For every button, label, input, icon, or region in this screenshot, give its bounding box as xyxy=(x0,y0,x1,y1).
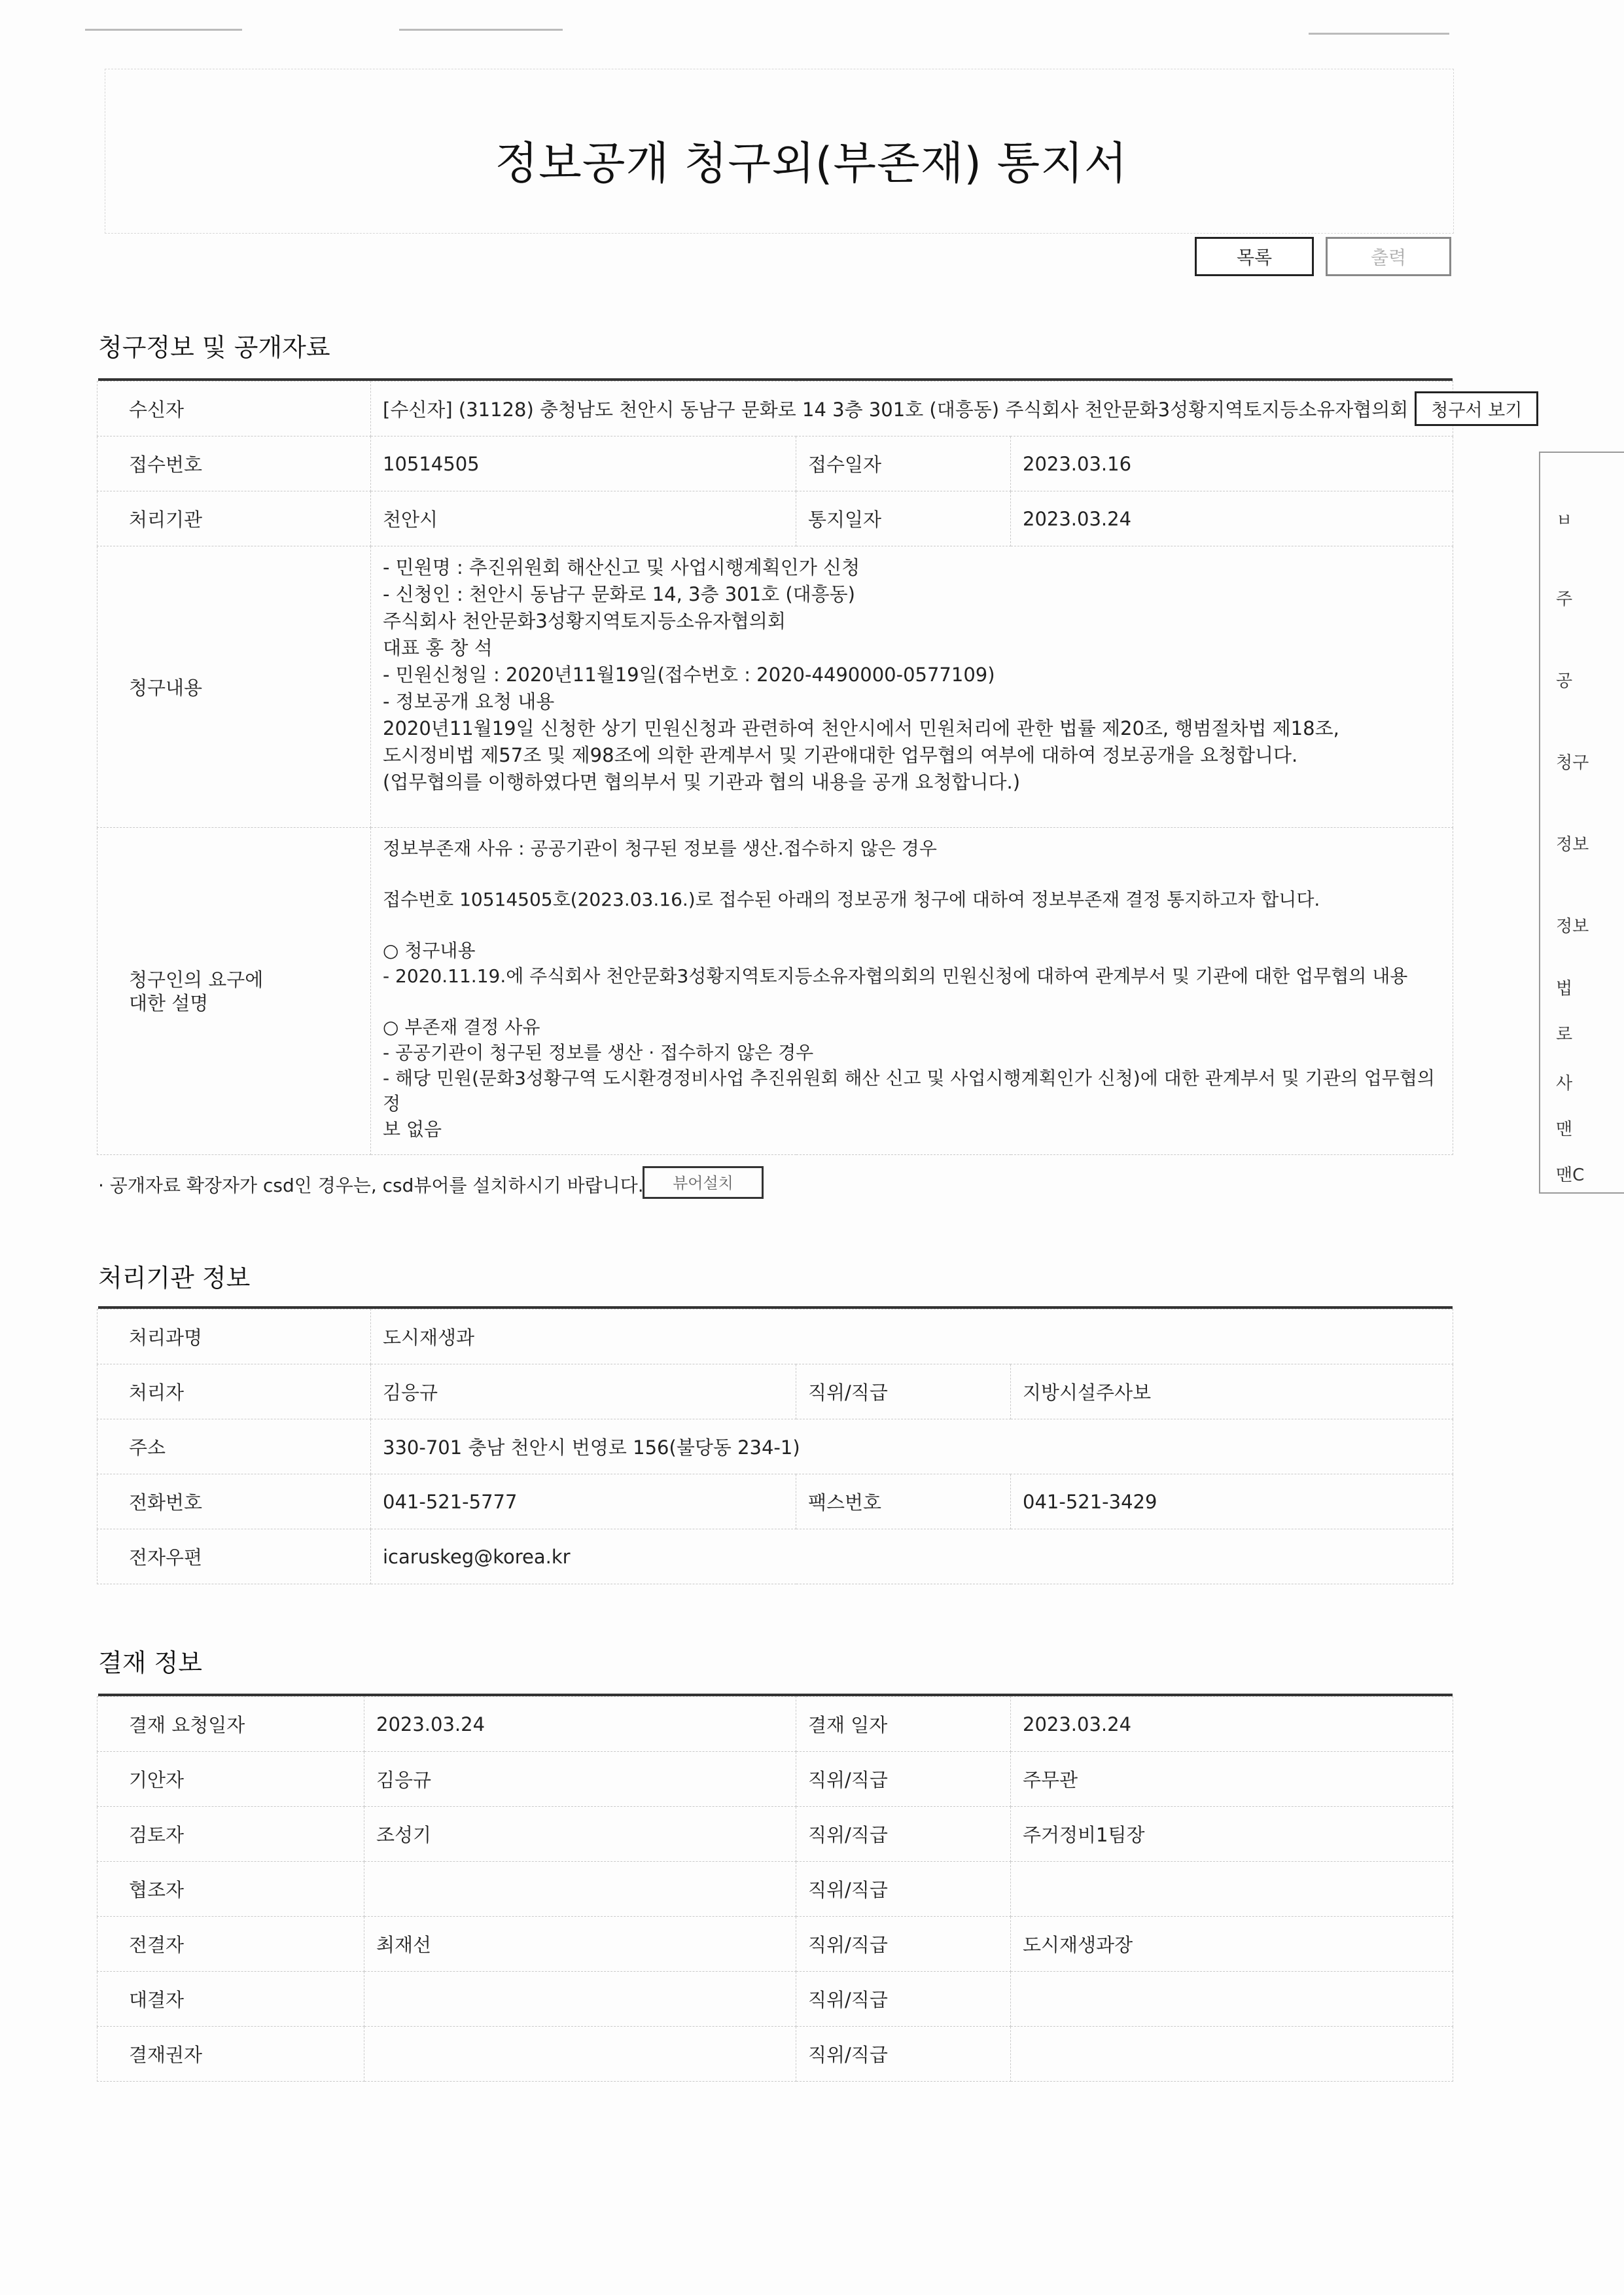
delegated-approver-position: 도시재생과장 xyxy=(1011,1917,1453,1972)
request-date-label: 결재 요청일자 xyxy=(97,1697,364,1752)
side-panel xyxy=(1539,452,1624,1194)
phone-value: 041-521-5777 xyxy=(371,1474,796,1529)
collaborator-label: 협조자 xyxy=(97,1862,364,1917)
list-button[interactable]: 목록 xyxy=(1195,237,1314,276)
page-title: 정보공개 청구외(부존재) 통지서 xyxy=(495,137,1128,190)
request-date-value: 2023.03.24 xyxy=(364,1697,796,1752)
authority-label: 결재권자 xyxy=(97,2027,364,2082)
delegated-approver-name: 최재선 xyxy=(364,1917,796,1972)
side-item[interactable]: 정보 xyxy=(1556,917,1589,936)
side-item[interactable]: 정보 xyxy=(1556,835,1589,855)
agency-section-heading: 처리기관 정보 xyxy=(98,1264,251,1292)
approval-section-heading: 결재 정보 xyxy=(98,1648,202,1677)
request-section-heading: 청구정보 및 공개자료 xyxy=(98,333,330,362)
recipient-cell xyxy=(371,382,1523,436)
print-button[interactable]: 출력 xyxy=(1326,237,1451,276)
side-item[interactable]: 청구 xyxy=(1556,753,1589,773)
address-value: 330-701 충남 천안시 번영로 156(불당동 234-1) xyxy=(371,1419,1453,1474)
scan-edge-line xyxy=(1309,33,1449,35)
scan-edge-line xyxy=(399,29,563,31)
receipt-no-label: 접수번호 xyxy=(97,436,371,491)
drafter-position: 주무관 xyxy=(1011,1752,1453,1807)
explain-label: 청구인의 요구에 대한 설명 xyxy=(97,828,371,1155)
side-item[interactable]: 법 xyxy=(1556,979,1573,999)
receipt-no-value: 10514505 xyxy=(371,436,796,491)
authority-position xyxy=(1011,2027,1453,2082)
side-item[interactable]: ㅂ xyxy=(1556,511,1573,531)
agency-value: 천안시 xyxy=(371,491,796,546)
proxy-approver-position-label: 직위/직급 xyxy=(796,1972,1011,2027)
side-item[interactable]: 공 xyxy=(1556,671,1573,691)
content-label: 청구내용 xyxy=(97,546,371,828)
drafter-label: 기안자 xyxy=(97,1752,364,1807)
notice-date-label: 통지일자 xyxy=(796,491,1011,546)
approval-info-table xyxy=(97,1696,1453,2082)
handler-position-value: 지방시설주사보 xyxy=(1011,1364,1453,1419)
dept-value: 도시재생과 xyxy=(371,1309,1453,1364)
drafter-name: 김응규 xyxy=(364,1752,796,1807)
dept-label: 처리과명 xyxy=(97,1309,371,1364)
handler-position-label: 직위/직급 xyxy=(796,1364,1011,1419)
email-value: icaruskeg@korea.kr xyxy=(371,1529,1453,1584)
notice-date-value: 2023.03.24 xyxy=(1011,491,1453,546)
fax-value: 041-521-3429 xyxy=(1011,1474,1453,1529)
scan-edge-line xyxy=(85,29,242,31)
request-info-table xyxy=(97,381,1523,1155)
phone-label: 전화번호 xyxy=(97,1474,371,1529)
drafter-position-label: 직위/직급 xyxy=(796,1752,1011,1807)
side-item[interactable]: 주 xyxy=(1556,590,1573,609)
delegated-approver-label: 전결자 xyxy=(97,1917,364,1972)
collaborator-position-label: 직위/직급 xyxy=(796,1862,1011,1917)
proxy-approver-name xyxy=(364,1972,796,2027)
approval-date-label: 결재 일자 xyxy=(796,1697,1011,1752)
receipt-date-label: 접수일자 xyxy=(796,436,1011,491)
agency-label: 처리기관 xyxy=(97,491,371,546)
collaborator-name xyxy=(364,1862,796,1917)
handler-label: 처리자 xyxy=(97,1364,371,1419)
reviewer-label: 검토자 xyxy=(97,1807,364,1862)
view-request-button[interactable]: 청구서 보기 xyxy=(1415,391,1538,426)
proxy-approver-label: 대결자 xyxy=(97,1972,364,2027)
viewer-note: · 공개자료 확장자가 csd인 경우는, csd뷰어를 설치하시기 바랍니다. xyxy=(98,1175,644,1196)
agency-info-table xyxy=(97,1309,1453,1584)
recipient-label: 수신자 xyxy=(97,382,371,436)
side-item[interactable]: 사 xyxy=(1556,1074,1573,1094)
collaborator-position xyxy=(1011,1862,1453,1917)
email-label: 전자우편 xyxy=(97,1529,371,1584)
receipt-date-value: 2023.03.16 xyxy=(1011,436,1453,491)
reviewer-name: 조성기 xyxy=(364,1807,796,1862)
delegated-approver-position-label: 직위/직급 xyxy=(796,1917,1011,1972)
proxy-approver-position xyxy=(1011,1972,1453,2027)
address-label: 주소 xyxy=(97,1419,371,1474)
handler-value: 김응규 xyxy=(371,1364,796,1419)
content-text: - 민원명 : 추진위원회 해산신고 및 사업시행계획인가 신청 - 신청인 : 천안시 동남구 문화로 14, 3층 301호 (대흥동) 주식회사 천안문화3성황지역토지등소유자협의회 대표 홍 창 석 - 민원신청일 : 2020년11월19일(접수번호 : 2020-4490000-0577109) - 정보공개 요청 내용 2020년11월19일 신청한 상기 민원신청과 관련하여 천안시에서 민원처리에 관한 법률 제20조, 행범절차법 제18조, 도시정비법 제57조 및 제98조에 의한 관계부서 및 기관애대한 업무협의 여부에 대하여 정보공개을 요청합니다. (업무협의를 이행하였다면 협의부서 및 기관과 협의 내용을 공개 요청합니다.) xyxy=(371,546,1453,828)
fax-label: 팩스번호 xyxy=(796,1474,1011,1529)
authority-name xyxy=(364,2027,796,2082)
reviewer-position: 주거정비1팀장 xyxy=(1011,1807,1453,1862)
side-item[interactable]: 로 xyxy=(1556,1025,1573,1044)
reviewer-position-label: 직위/직급 xyxy=(796,1807,1011,1862)
recipient-value: [수신자] (31128) 충청남도 천안시 동남구 문화로 14 3층 301호 (대흥동) 주식회사 천안문화3성황지역토지등소유자협의회 xyxy=(383,399,1409,421)
side-item[interactable]: 맨C xyxy=(1556,1165,1585,1185)
authority-position-label: 직위/직급 xyxy=(796,2027,1011,2082)
approval-date-value: 2023.03.24 xyxy=(1011,1697,1453,1752)
explain-text: 정보부존재 사유 : 공공기관이 청구된 정보를 생산.접수하지 않은 경우 접수번호 10514505호(2023.03.16.)로 접수된 아래의 정보공개 청구에 대하여 정보부존재 결정 통지하고자 합니다. ○ 청구내용 - 2020.11.19.에 주식회사 천안문화3성황지역토지등소유자협의회의 민원신청에 대하여 관계부서 및 기관에 대한 업무협의 내용 ○ 부존재 결정 사유 - 공공기관이 청구된 정보를 생산 · 접수하지 않은 경우 - 해당 민원(문화3성황구역 도시환경정비사업 추진위원회 해산 신고 및 사업시행계획인가 신청)에 대한 관계부서 및 기관의 업무협의 정 보 없음 xyxy=(371,828,1453,1155)
side-item[interactable]: 맨 xyxy=(1556,1120,1573,1139)
install-viewer-button[interactable]: 뷰어설치 xyxy=(643,1166,764,1199)
